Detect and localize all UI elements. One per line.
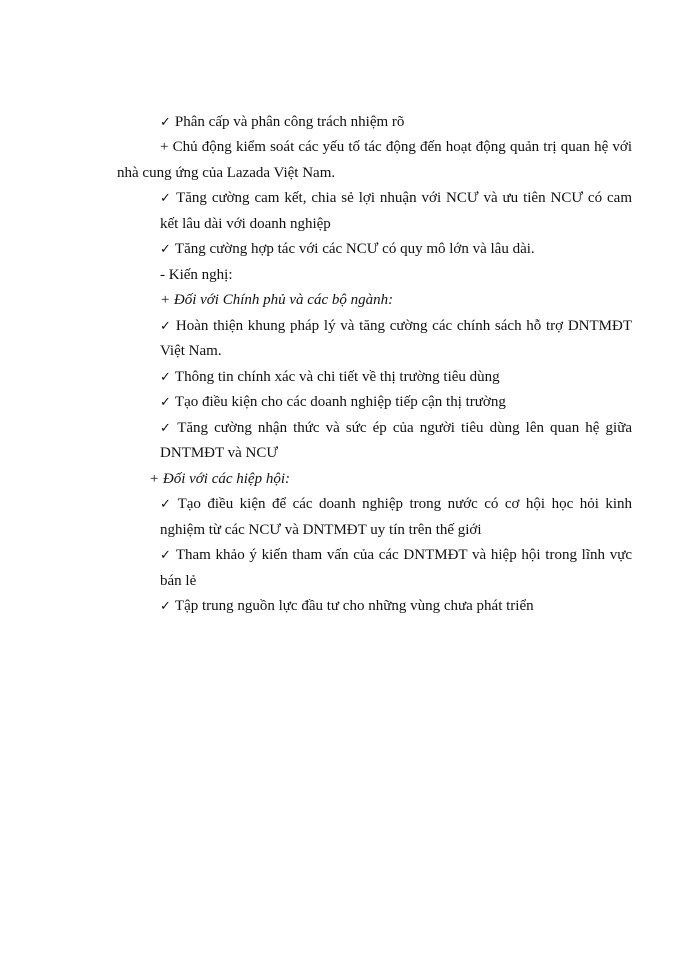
subsection-heading: + Đối với các hiệp hội: <box>149 471 291 487</box>
bullet-text: Tăng cường cam kết, chia sẻ lợi nhuận với NCƯ và ưu tiên NCƯ có cam <box>176 190 632 206</box>
bullet-text: Tăng cường hợp tác với các NCƯ có quy mô lớn và lâu dài. <box>174 241 535 257</box>
paragraph-line: bán lẻ <box>160 573 197 589</box>
paragraph-line: nghiệm từ các NCƯ và DNTMĐT uy tín trên thế giới <box>160 522 482 538</box>
paragraph-line: kết lâu dài với doanh nghiệp <box>160 216 331 232</box>
paragraph-line: Việt Nam. <box>160 343 222 359</box>
paragraph-line: + Chủ động kiểm soát các yếu tố tác động đến hoạt động quản trị quan hệ với <box>160 139 632 155</box>
bullet-text: Tạo điều kiện cho các doanh nghiệp tiếp cận thị trường <box>174 394 506 410</box>
bullet-text: Tập trung nguồn lực đầu tư cho những vùng chưa phát triển <box>174 598 534 614</box>
paragraph-line: nhà cung ứng của Lazada Việt Nam. <box>117 165 336 181</box>
bullet-line-1 <box>160 113 404 131</box>
bullet-line-3 <box>160 240 535 258</box>
bullet-text: Tạo điều kiện để các doanh nghiệp trong nước có cơ hội học hỏi kinh <box>177 496 632 512</box>
section-heading: - Kiến nghị: <box>160 267 233 283</box>
bullet-text: Phân cấp và phân công trách nhiệm rõ <box>174 114 405 130</box>
bullet-line-6 <box>160 393 506 411</box>
bullet-text: Thông tin chính xác và chi tiết về thị trường tiêu dùng <box>174 369 500 385</box>
bullet-line-10 <box>160 597 534 615</box>
bullet-line-4 <box>160 317 632 335</box>
paragraph-line: DNTMĐT và NCƯ <box>160 445 279 461</box>
bullet-line-5 <box>160 368 500 386</box>
bullet-line-2 <box>160 189 632 207</box>
bullet-line-9 <box>160 546 632 564</box>
bullet-text: Tham khảo ý kiến tham vấn của các DNTMĐT và hiệp hội trong lĩnh vực <box>175 547 632 563</box>
bullet-text: Hoàn thiện khung pháp lý và tăng cường các chính sách hỗ trợ DNTMĐT <box>175 318 632 334</box>
subsection-heading: + Đối với Chính phủ và các bộ ngành: <box>160 292 394 308</box>
bullet-line-7 <box>160 419 632 437</box>
bullet-text: Tăng cường nhận thức và sức ép của người tiêu dùng lên quan hệ giữa <box>177 420 632 436</box>
bullet-line-8 <box>160 495 632 513</box>
